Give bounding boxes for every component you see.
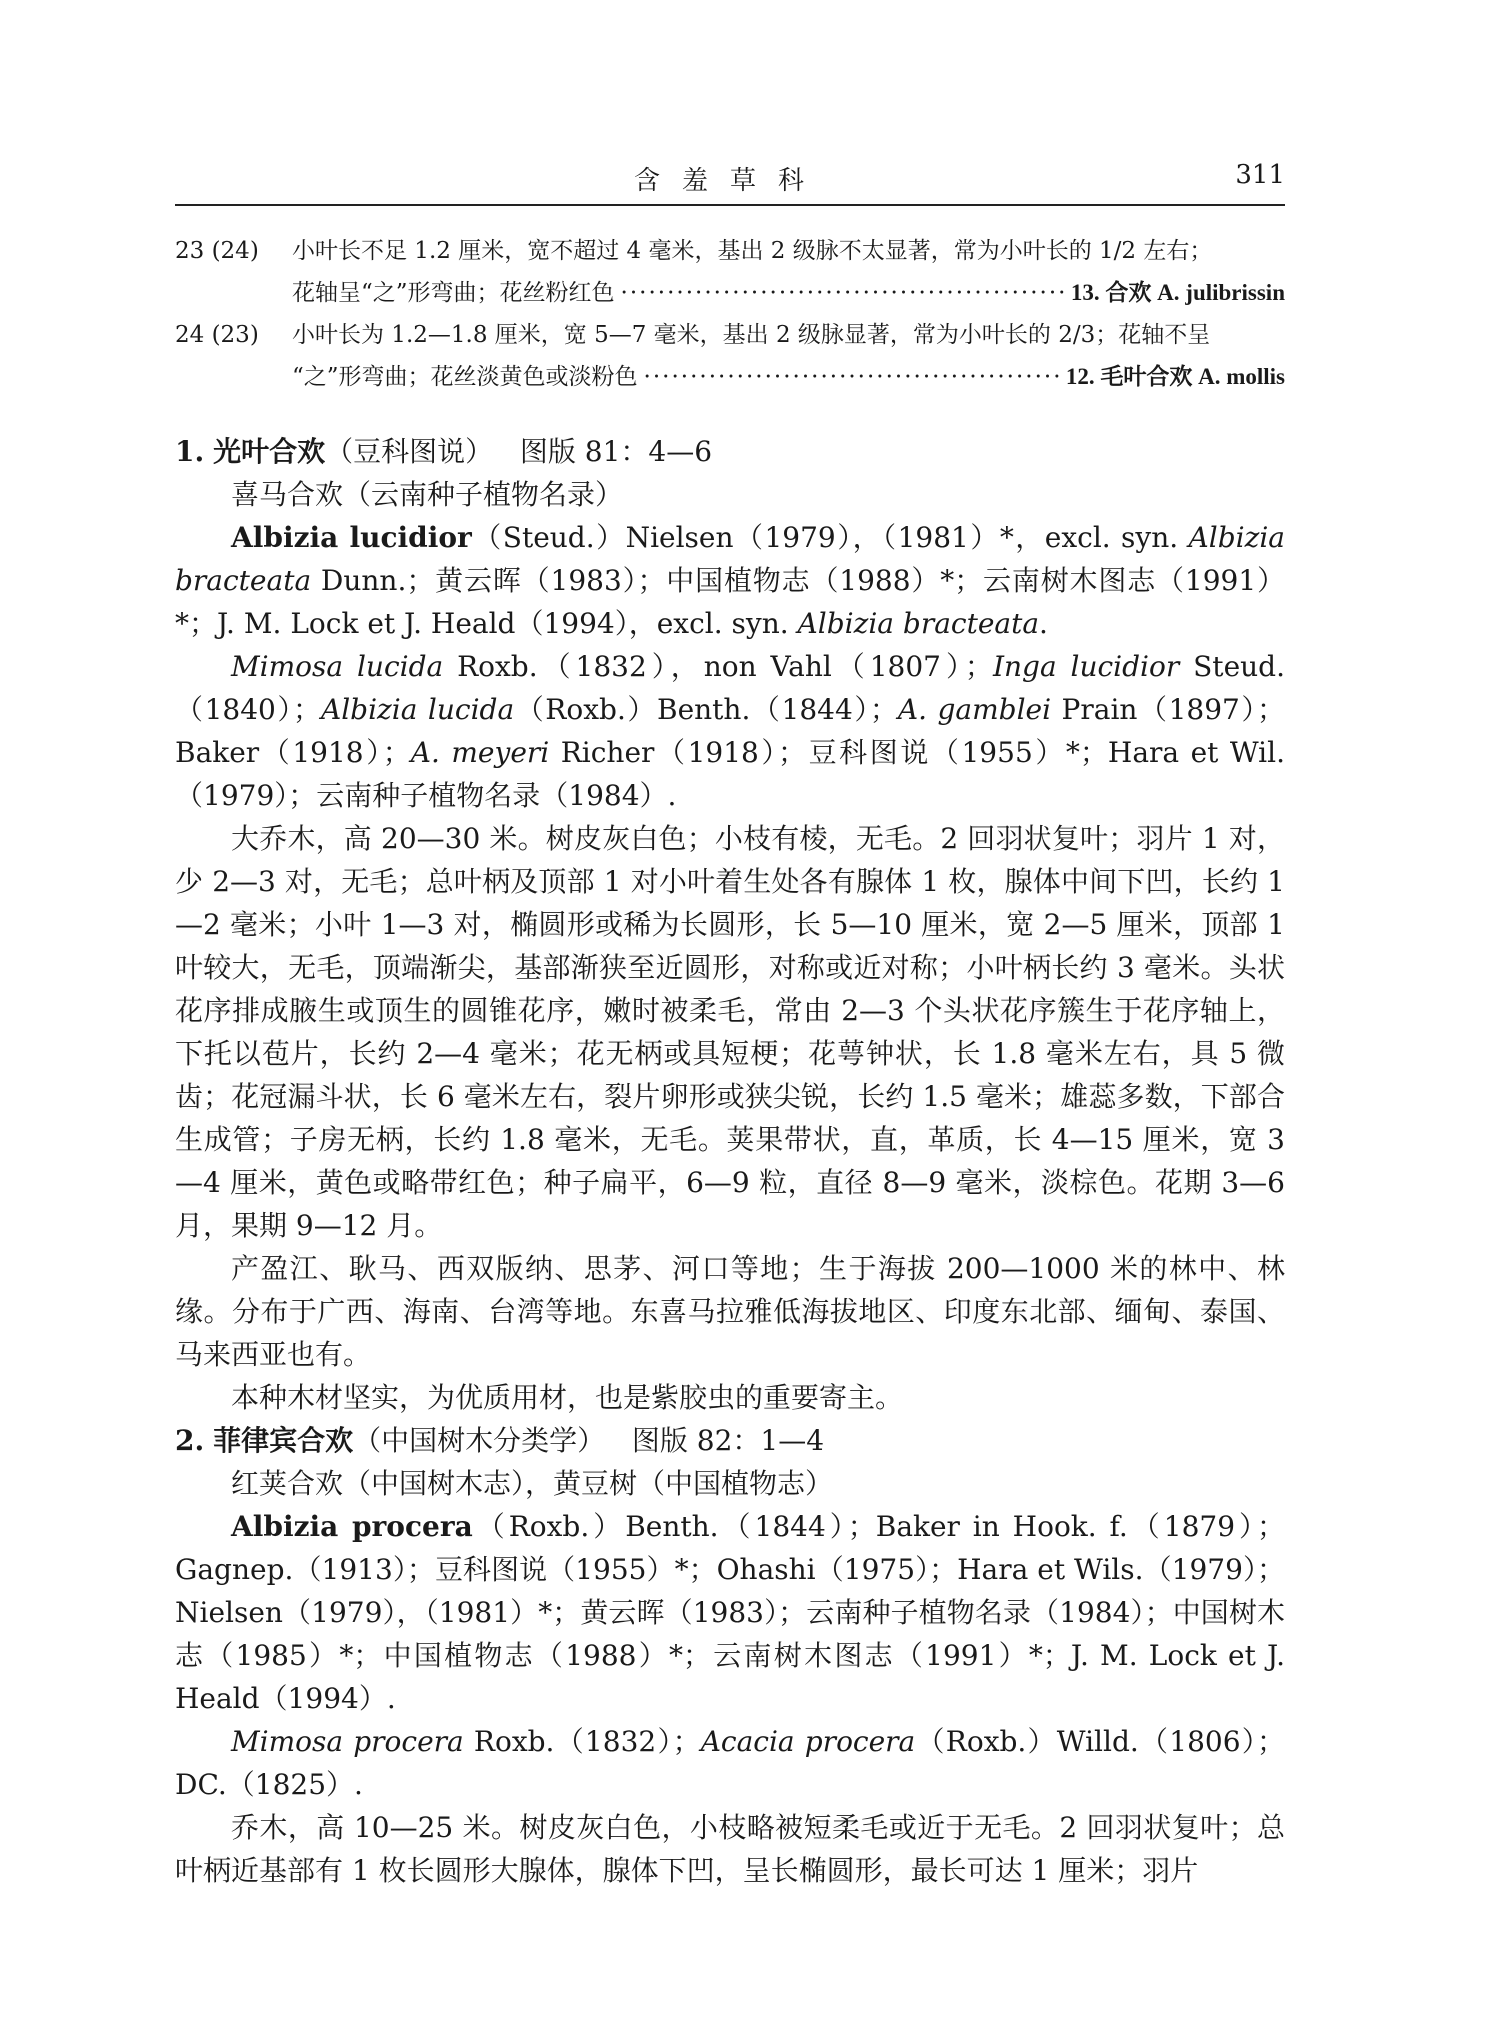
synonymy-list <box>175 645 1285 817</box>
alternate-name: 喜马合欢（云南种子植物名录） <box>231 478 624 511</box>
key-text <box>292 314 1285 398</box>
distribution-paragraph: 产盈江、耿马、西双版纳、思茅、河口等地；生于海拔 200—1000 米的林中、林缘。分布于广西、海南、台湾等地。东喜马拉雅低海拔地区、印度东北部、缅甸、泰国、马来西亚也有。 <box>175 1252 1285 1371</box>
key-line-text: “之”形弯曲；花丝淡黄色或淡粉色 <box>292 364 638 390</box>
key-line <box>292 356 1285 398</box>
key-line <box>292 272 1285 314</box>
scientific-name: Albizia lucidior <box>231 521 472 554</box>
header-rule <box>175 204 1285 206</box>
uses-paragraph: 本种木材坚实，为优质用材，也是紫胶虫的重要寄主。 <box>231 1381 904 1414</box>
synonymy-text: Dunn.；黄云晖（1983）；中国植物志（1988）*；云南树木图志（1991）*；J. M. Lock et J. Heald（1994），excl. syn. <box>175 564 1285 640</box>
key-result: 12. 毛叶合欢 A. mollis <box>1065 364 1285 389</box>
synonymy-text: （Steud.）Nielsen（1979），（1981）*，excl. syn. <box>471 521 1189 554</box>
species-name: 菲律宾合欢 <box>213 1424 354 1457</box>
synonym-name: A. meyeri <box>410 736 550 769</box>
species-name: 光叶合欢 <box>213 435 326 468</box>
key-line: 小叶长不足 1.2 厘米，宽不超过 4 毫米，基出 2 级脉不太显著，常为小叶长的 1/2 左右； <box>292 238 1213 264</box>
key-line: 小叶长为 1.2—1.8 厘米，宽 5—7 毫米，基出 2 级脉显著，常为小叶长的 2/3；花轴不呈 <box>292 322 1211 348</box>
main-text <box>175 430 1285 1892</box>
leader-dots <box>621 272 1065 314</box>
plate-reference: 图版 82：1—4 <box>631 1424 825 1457</box>
synonym-name: A. gamblei <box>897 693 1052 726</box>
species-number: 2. <box>175 1424 205 1457</box>
synonymy-text: . <box>1039 607 1048 640</box>
synonym-name: Inga lucidior <box>992 650 1180 683</box>
name-source: （豆科图说） <box>325 435 494 468</box>
synonymy-text: （Roxb.）Benth.（1844）；Baker in Hook. f.（1879）；Gagnep.（1913）；豆科图说（1955）*；Ohashi（1975）；Hara et Wils.（1979）；Nielsen（1979），（1981）*；黄云晖（1983）；云南种子植物名录（1984）；中国树木志（1985）*；中国植物志（1988）*；云南树木图志（1991）*；J. M. Lock et J. Heald（1994）. <box>175 1510 1285 1715</box>
species-heading <box>175 430 1285 473</box>
synonymy-accepted <box>175 1505 1285 1720</box>
synonymy-text: Richer（1918）；豆科图说（1955）*；Hara et Wil.（1979）；云南种子植物名录（1984）. <box>175 736 1285 812</box>
key-text <box>292 230 1285 314</box>
key-result: 13. 合欢 A. julibrissin <box>1070 280 1285 305</box>
key-entry <box>175 230 1285 314</box>
synonymy-text: Roxb.（1832），non Vahl（1807）； <box>443 650 993 683</box>
leader-dots <box>644 356 1060 398</box>
identification-key <box>175 230 1285 398</box>
synonymy-text: Prain（1897）；Baker（1918）； <box>175 693 1285 769</box>
synonym-name: Mimosa lucida <box>231 650 444 683</box>
chapter-title: 含羞草科 <box>633 166 826 196</box>
synonymy-text: Steud.（1840）； <box>175 650 1285 726</box>
alternate-name: 红荚合欢（中国树木志），黄豆树（中国植物志） <box>231 1467 834 1500</box>
synonymy-text: Roxb.（1832）； <box>463 1725 701 1758</box>
key-couplet-number: 24 (23) <box>175 322 259 348</box>
synonym-name: Albizia bracteata <box>797 607 1040 640</box>
synonymy-accepted <box>175 516 1285 645</box>
key-couplet-number: 23 (24) <box>175 238 259 264</box>
key-line-text: 花轴呈“之”形弯曲；花丝粉红色 <box>292 280 615 306</box>
synonymy-text: （Roxb.）Willd.（1806）；DC.（1825）. <box>175 1725 1286 1801</box>
plate-reference: 图版 81：4—6 <box>519 435 713 468</box>
synonymy-text: （Roxb.）Benth.（1844）； <box>514 693 898 726</box>
synonymy-list <box>175 1720 1285 1806</box>
synonym-name: Albizia lucida <box>320 693 515 726</box>
key-entry <box>175 314 1285 398</box>
synonym-name: Acacia procera <box>700 1725 916 1758</box>
scientific-name: Albizia procera <box>231 1510 473 1543</box>
species-number: 1. <box>175 435 205 468</box>
synonym-name: Mimosa procera <box>231 1725 464 1758</box>
synonym-name: Albizia bracteata <box>175 521 1286 597</box>
page-number: 311 <box>1235 160 1285 190</box>
species-heading <box>175 1419 1285 1462</box>
description-paragraph: 乔木，高 10—25 米。树皮灰白色，小枝略被短柔毛或近于无毛。2 回羽状复叶；总叶柄近基部有 1 枚长圆形大腺体，腺体下凹，呈长椭圆形，最长可达 1 厘米；羽片 <box>175 1811 1285 1887</box>
name-source: （中国树木分类学） <box>353 1424 606 1457</box>
description-paragraph: 大乔木，高 20—30 米。树皮灰白色；小枝有棱，无毛。2 回羽状复叶；羽片 1 对，少 2—3 对，无毛；总叶柄及顶部 1 对小叶着生处各有腺体 1 枚，腺体中间下凹，长约 1—2 毫米；小叶 1—3 对，椭圆形或稀为长圆形，长 5—10 厘米，宽 2—5 厘米，顶部 1 叶较大，无毛，顶端渐尖，基部渐狭至近圆形，对称或近对称；小叶柄长约 3 毫米。头状花序排成腋生或顶生的圆锥花序，嫩时被柔毛，常由 2—3 个头状花序簇生于花序轴上，下托以苞片，长约 2—4 毫米；花无柄或具短梗；花萼钟状，长 1.8 毫米左右，具 5 微齿；花冠漏斗状，长 6 毫米左右，裂片卵形或狭尖锐，长约 1.5 毫米；雄蕊多数，下部合生成管；子房无柄，长约 1.8 毫米，无毛。荚果带状，直，革质，长 4—15 厘米，宽 3—4 厘米，黄色或略带红色；种子扁平，6—9 粒，直径 8—9 毫米，淡棕色。花期 3—6 月，果期 9—12 月。 <box>175 822 1285 1242</box>
running-header <box>175 160 1285 198</box>
